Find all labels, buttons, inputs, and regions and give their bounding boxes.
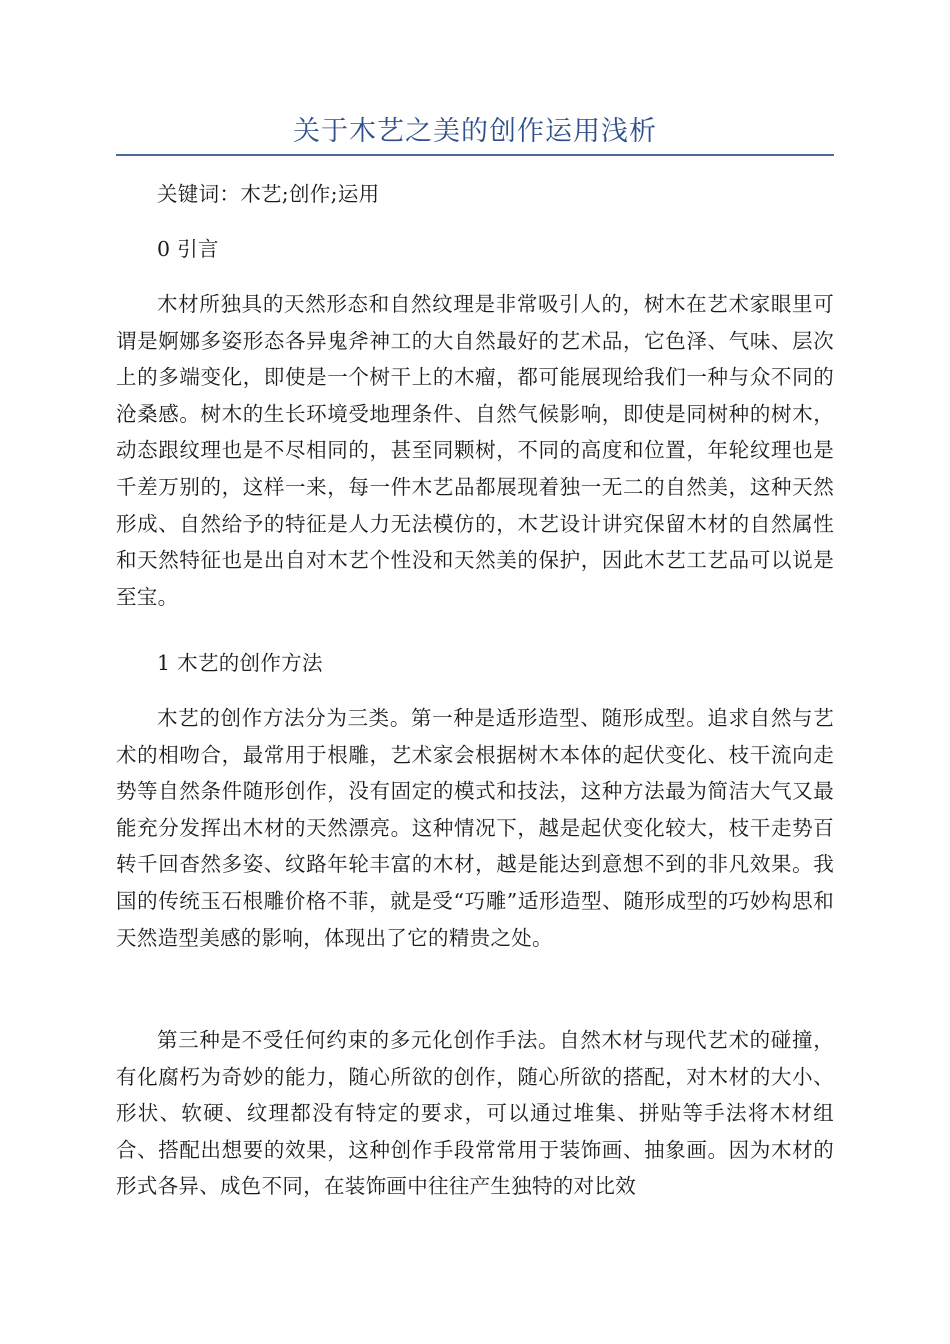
- heading-section-1: 1 木艺的创作方法: [157, 651, 323, 675]
- paragraph-methods: 木艺的创作方法分为三类。第一种是适形造型、随形成型。追求自然与艺术的相吻合，最常用于根雕，艺术家会根据树木本体的起伏变化、枝干流向走势等自然条件随形创作，没有固定的模式和技法，这种方法最为简洁大气又最能充分发挥出木材的天然漂亮。这种情况下，越是起伏变化较大，枝干走势百转千回杳然多姿、纹路年轮丰富的木材，越是能达到意想不到的非凡效果。我国的传统玉石根雕价格不菲，就是受“巧雕”适形造型、随形成型的巧妙构思和天然造型美感的影响，体现出了它的精贵之处。: [116, 706, 834, 950]
- keywords-line: 关键词：木艺;创作;运用: [157, 182, 380, 206]
- paragraph-intro: 木材所独具的天然形态和自然纹理是非常吸引人的，树木在艺术家眼里可谓是婀娜多姿形态各异鬼斧神工的大自然最好的艺术品，它色泽、气味、层次上的多端变化，即使是一个树干上的木瘤，都可能展现给我们一种与众不同的沧桑感。树木的生长环境受地理条件、自然气候影响，即使是同树种的树木，动态跟纹理也是不尽相同的，甚至同颗树，不同的高度和位置，年轮纹理也是千差万别的，这样一来，每一件木艺品都展现着独一无二的自然美，这种天然形成、自然给予的特征是人力无法模仿的，木艺设计讲究保留木材的自然属性和天然特征也是出自对木艺个性没和天然美的保护，因此木艺工艺品可以说是至宝。: [116, 292, 834, 609]
- paragraph-third-method: 第三种是不受任何约束的多元化创作手法。自然木材与现代艺术的碰撞，有化腐朽为奇妙的能力，随心所欲的创作，随心所欲的搭配，对木材的大小、形状、软硬、纹理都没有特定的要求，可以通过堆集、拼贴等手法将木材组合、搭配出想要的效果，这种创作手段常常用于装饰画、抽象画。因为木材的形式各异、成色不同，在装饰画中往往产生独特的对比效: [116, 1028, 834, 1199]
- document-title: 关于木艺之美的创作运用浅析: [293, 116, 657, 147]
- heading-intro: 0 引言: [157, 237, 219, 261]
- title-underline: [116, 154, 834, 156]
